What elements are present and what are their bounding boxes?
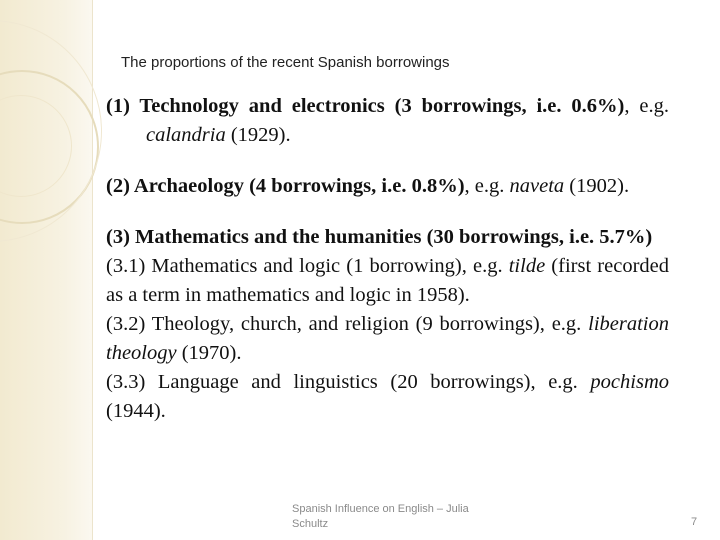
example-word: liberation theology: [106, 313, 669, 364]
subitem-suffix: (first recorded as a term in mathematics and logic in 1958).: [106, 255, 669, 306]
example-prefix: , e.g.: [624, 95, 669, 117]
subitem-theology: [106, 310, 669, 368]
example-word: pochismo: [590, 371, 669, 393]
decorative-circles: [0, 0, 110, 540]
subitem-linguistics: [106, 368, 669, 426]
subitem-mathematics: [106, 252, 669, 310]
example-suffix: (1902).: [564, 175, 630, 197]
example-word: calandria: [146, 124, 226, 146]
item-heading: (1) Technology and electronics (3 borrowings, i.e. 0.6%): [106, 95, 625, 117]
page-number: 7: [691, 516, 698, 528]
item-heading: (3) Mathematics and the humanities (30 borrowings, i.e. 5.7%): [106, 226, 653, 248]
list-item-humanities: [106, 223, 669, 426]
subitem-suffix: (1970).: [176, 342, 242, 364]
example-word: naveta: [509, 175, 565, 197]
item-heading: (2) Archaeology (4 borrowings, i.e. 0.8%): [106, 175, 465, 197]
subitem-text: (3.3) Language and linguistics (20 borrowings), e.g.: [106, 371, 591, 393]
slide-body: [106, 92, 669, 426]
footer-text: Spanish Influence on English – Julia Schultz: [292, 503, 469, 530]
subitem-text: (3.2) Theology, church, and religion (9 borrowings), e.g.: [106, 313, 589, 335]
subitem-text: (3.1) Mathematics and logic (1 borrowing), e.g.: [106, 255, 509, 277]
example-prefix: , e.g.: [464, 175, 510, 197]
list-item-technology: [106, 92, 669, 150]
slide-title: The proportions of the recent Spanish borrowings: [121, 54, 450, 71]
decorative-circle: [0, 20, 102, 242]
example-word: tilde: [508, 255, 546, 277]
example-suffix: (1929).: [225, 124, 291, 146]
list-item-archaeology: [106, 172, 669, 201]
subitem-suffix: (1944).: [106, 400, 166, 422]
